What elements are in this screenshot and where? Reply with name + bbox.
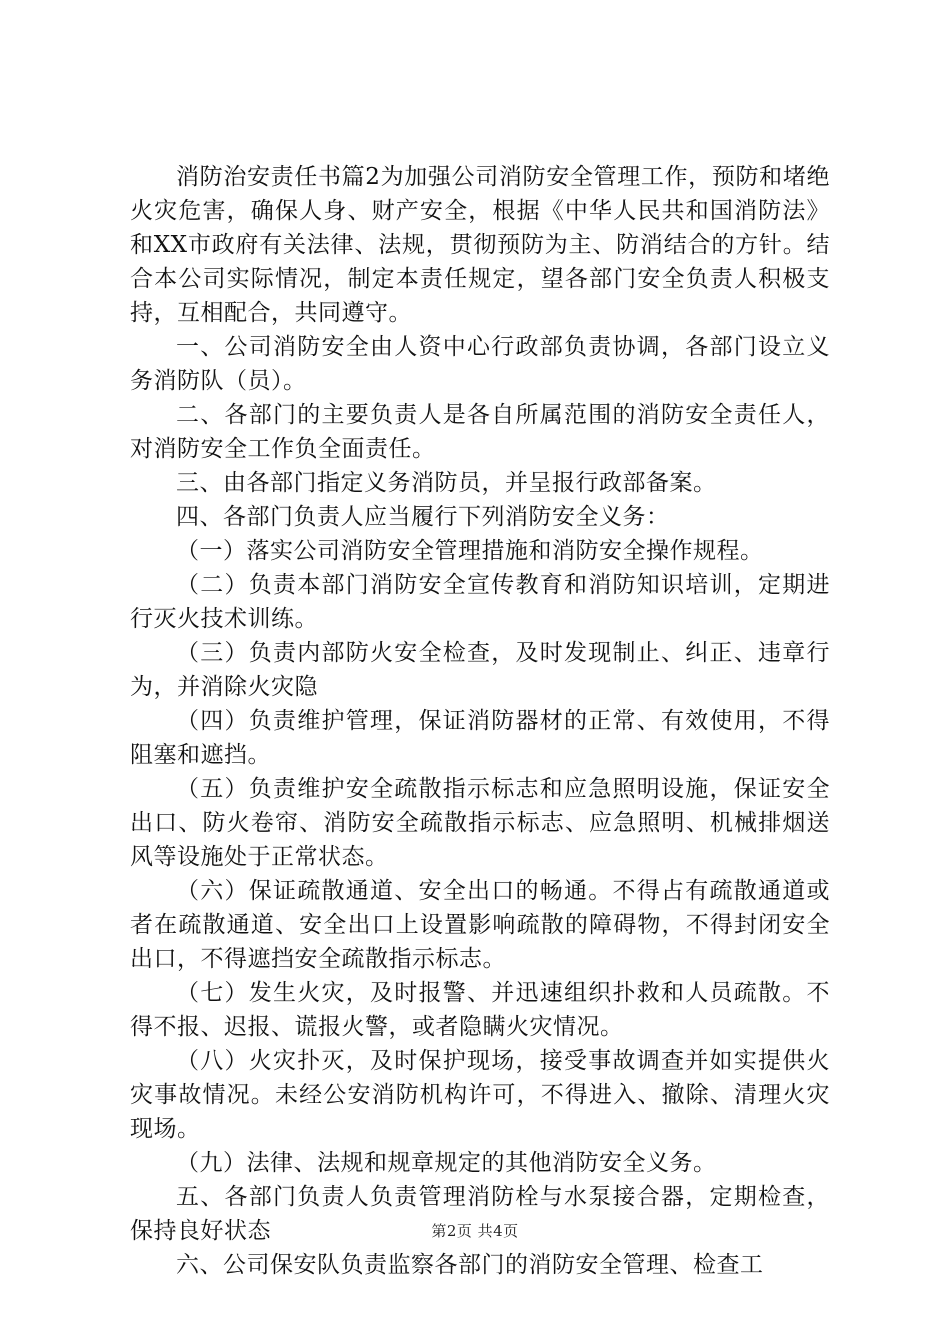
paragraph-item-3: 三、由各部门指定义务消防员，并呈报行政部备案。 bbox=[176, 470, 717, 496]
paragraph-subitem-7: （七）发生火灾，及时报警、并迅速组织扑救和人员疏散。不得不报、迟报、谎报火警，或者隐瞒火灾情况。 bbox=[130, 980, 830, 1040]
paragraph-subitem-8: （八）火灾扑灭，及时保护现场，接受事故调查并如实提供火灾事故情况。未经公安消防机构许可，不得进入、撤除、清理火灾现场。 bbox=[130, 1048, 830, 1142]
document-body bbox=[130, 160, 830, 1282]
paragraph-subitem-3: （三）负责内部防火安全检查，及时发现制止、纠正、违章行为，并消除火灾隐 bbox=[130, 640, 830, 700]
page-footer bbox=[0, 1220, 950, 1241]
paragraph-item-2: 二、各部门的主要负责人是各自所属范围的消防安全责任人，对消防安全工作负全面责任。 bbox=[130, 402, 830, 462]
paragraph-item-1: 一、公司消防安全由人资中心行政部负责协调，各部门设立义务消防队（员）。 bbox=[130, 334, 830, 394]
paragraph-subitem-1: （一）落实公司消防安全管理措施和消防安全操作规程。 bbox=[176, 538, 764, 564]
paragraph-subitem-4: （四）负责维护管理，保证消防器材的正常、有效使用，不得阻塞和遮挡。 bbox=[130, 708, 830, 768]
paragraph-item-6: 六、公司保安队负责监察各部门的消防安全管理、检查工 bbox=[176, 1252, 764, 1278]
paragraph-subitem-5: （五）负责维护安全疏散指示标志和应急照明设施，保证安全出口、防火卷帘、消防安全疏散指示标志、应急照明、机械排烟送风等设施处于正常状态。 bbox=[130, 776, 830, 870]
paragraph-item-5: 五、各部门负责人负责管理消防栓与水泵接合器，定期检查，保持良好状态 bbox=[130, 1184, 830, 1244]
paragraph-subitem-9: （九）法律、法规和规章规定的其他消防安全义务。 bbox=[176, 1150, 717, 1176]
paragraph-subitem-2: （二）负责本部门消防安全宣传教育和消防知识培训，定期进行灭火技术训练。 bbox=[130, 572, 830, 632]
paragraph-subitem-6: （六）保证疏散通道、安全出口的畅通。不得占有疏散通道或者在疏散通道、安全出口上设置影响疏散的障碍物，不得封闭安全出口，不得遮挡安全疏散指示标志。 bbox=[130, 878, 830, 972]
paragraph-item-4: 四、各部门负责人应当履行下列消防安全义务： bbox=[176, 504, 670, 530]
paragraph-intro: 消防治安责任书篇2为加强公司消防安全管理工作，预防和堵绝火灾危害，确保人身、财产安全，根据《中华人民共和国消防法》和XX市政府有关法律、法规，贯彻预防为主、防消结合的方针。结合本公司实际情况，制定本责任规定，望各部门安全负责人积极支持，互相配合，共同遵守。 bbox=[130, 164, 830, 326]
page-number-label: 第2页 共4页 bbox=[431, 1222, 519, 1240]
